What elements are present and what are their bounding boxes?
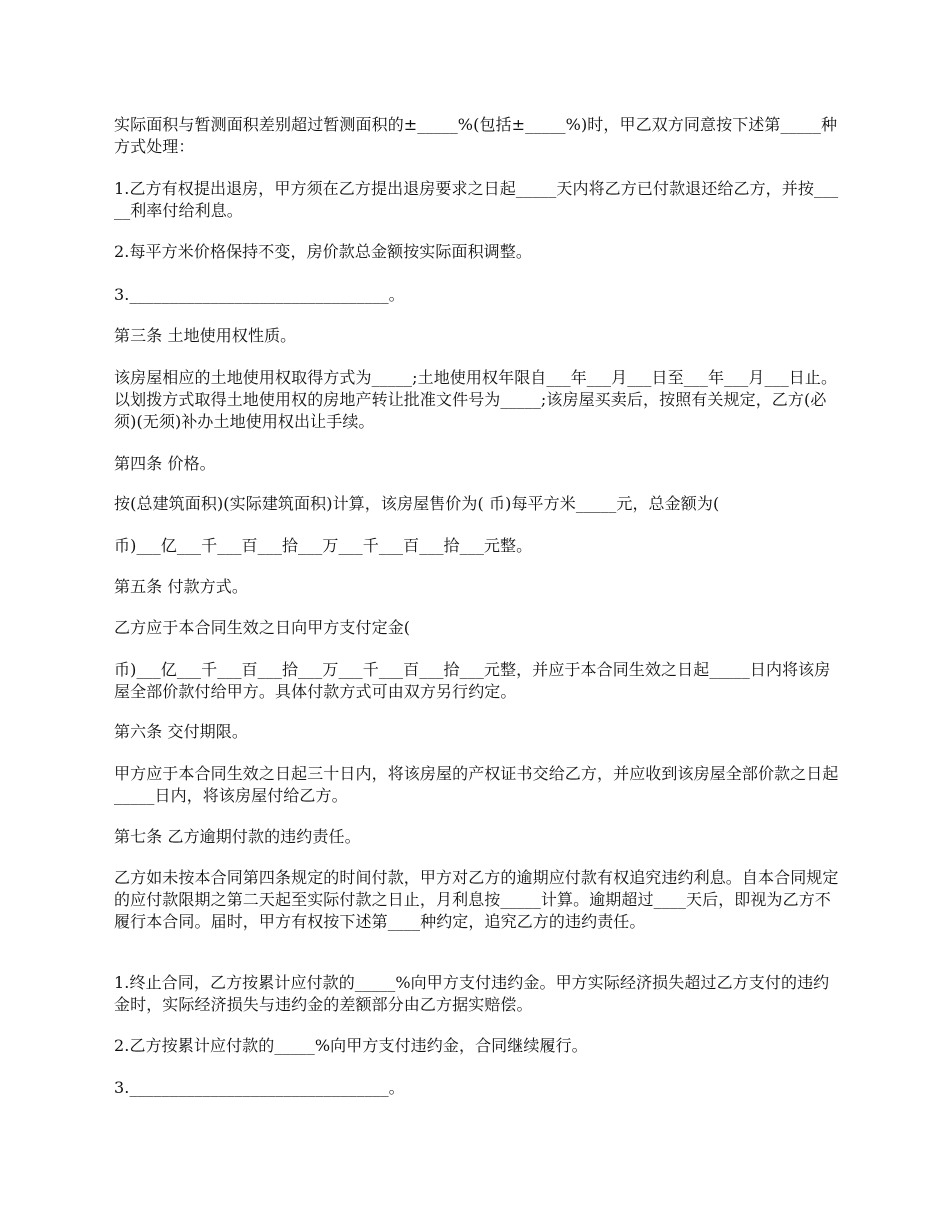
heading-article-5: 第五条 付款方式。 (114, 577, 248, 596)
paragraph-breach-option-2: 2.乙方按累计应付款的_____%向甲方支付违约金，合同继续履行。 (114, 1036, 588, 1055)
paragraph-option-3-blank: 3.________________________________。 (114, 285, 405, 304)
paragraph-area-difference: 实际面积与暂测面积差别超过暂测面积的±_____%(包括±_____%)时，甲乙双方同意按下述第_____种方式处理： (114, 115, 838, 156)
paragraph-deposit: 乙方应于本合同生效之日向甲方支付定金( (114, 618, 411, 637)
paragraph-late-payment: 乙方如未按本合同第四条规定的时间付款，甲方对乙方的逾期应付款有权追究违约利息。自本合同规定的应付款限期之第二天起至实际付款之日止，月利息按_____计算。逾期超过____天后，即视为乙方不履行本合同。届时，甲方有权按下述第____种约定，追究乙方的违约责任。 (114, 868, 839, 931)
paragraph-option-1-refund: 1.乙方有权提出退房，甲方须在乙方提出退房要求之日起_____天内将乙方已付款退还给乙方，并按_____利率付给利息。 (114, 179, 839, 220)
heading-article-6: 第六条 交付期限。 (114, 722, 248, 741)
paragraph-breach-option-1: 1.终止合同，乙方按累计应付款的_____%向甲方支付违约金。甲方实际经济损失超过乙方支付的违约金时，实际经济损失与违约金的差额部分由乙方据实赔偿。 (114, 973, 830, 1014)
paragraph-breach-option-3-blank: 3.________________________________。 (114, 1078, 405, 1097)
paragraph-price-total-amount: 币)___亿___千___百___拾___万___千___百___拾___元整。 (114, 536, 533, 555)
heading-article-7: 第七条 乙方逾期付款的违约责任。 (114, 827, 361, 846)
heading-article-4: 第四条 价格。 (114, 454, 216, 473)
heading-article-3: 第三条 土地使用权性质。 (114, 326, 297, 345)
paragraph-option-2-price: 2.每平方米价格保持不变，房价款总金额按实际面积调整。 (114, 242, 532, 261)
paragraph-land-use-right: 该房屋相应的土地使用权取得方式为_____;土地使用权年限自___年___月___日至___年___月___日止。以划拨方式取得土地使用权的房地产转让批准文件号为_____;该房屋买卖后，按照有关规定，乙方(必须)(无须)补办土地使用权出让手续。 (114, 368, 838, 431)
paragraph-price-calculation: 按(总建筑面积)(实际建筑面积)计算，该房屋售价为( 币)每平方米_____元，总金额为( (114, 494, 720, 513)
paragraph-deposit-amount: 币)___亿___千___百___拾___万___千___百___拾___元整，并应于本合同生效之日起_____日内将该房屋全部价款付给甲方。具体付款方式可由双方另行约定。 (114, 660, 831, 701)
paragraph-delivery-period: 甲方应于本合同生效之日起三十日内，将该房屋的产权证书交给乙方，并应收到该房屋全部价款之日起_____日内，将该房屋付给乙方。 (114, 764, 839, 805)
